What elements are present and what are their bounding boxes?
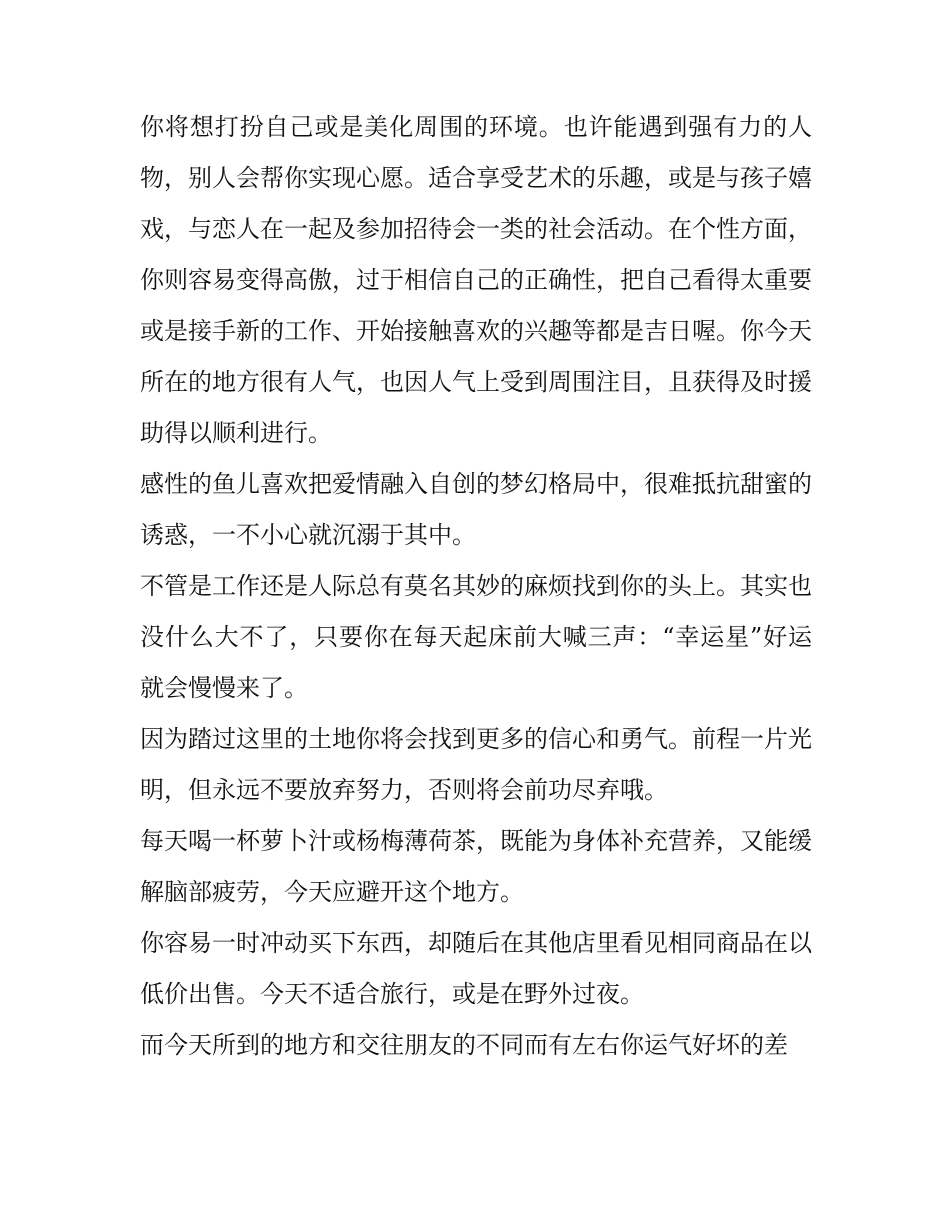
paragraph-8: 而今天所到的地方和交往朋友的不同而有左右你运气好坏的差: [140, 1031, 788, 1059]
paragraph-4: 不管是工作还是人际总有莫名其妙的麻烦找到你的头上。其实也没什么大不了，只要你在每天起床前大喊三声：“幸运星”好运就会慢慢来了。: [140, 572, 812, 702]
paragraph-2: 或是接手新的工作、开始接触喜欢的兴趣等都是吉日喔。你今天所在的地方很有人气，也因人气上受到周围注目，且获得及时援助得以顺利进行。: [140, 317, 812, 447]
document-body: [140, 102, 812, 1071]
paragraph-7: 你容易一时冲动买下东西，却随后在其他店里看见相同商品在以低价出售。今天不适合旅行，或是在野外过夜。: [140, 929, 812, 1008]
paragraph-6: 每天喝一杯萝卜汁或杨梅薄荷茶，既能为身体补充营养，又能缓解脑部疲劳，今天应避开这个地方。: [140, 827, 812, 906]
paragraph-1: 你将想打扮自己或是美化周围的环境。也许能遇到强有力的人物，别人会帮你实现心愿。适合享受艺术的乐趣，或是与孩子嬉戏，与恋人在一起及参加招待会一类的社会活动。在个性方面，你则容易变得高傲，过于相信自己的正确性，把自己看得太重要: [140, 113, 812, 294]
paragraph-3: 感性的鱼儿喜欢把爱情融入自创的梦幻格局中，很难抵抗甜蜜的诱惑，一不小心就沉溺于其中。: [140, 470, 812, 549]
paragraph-5: 因为踏过这里的土地你将会找到更多的信心和勇气。前程一片光明，但永远不要放弃努力，否则将会前功尽弃哦。: [140, 725, 812, 804]
